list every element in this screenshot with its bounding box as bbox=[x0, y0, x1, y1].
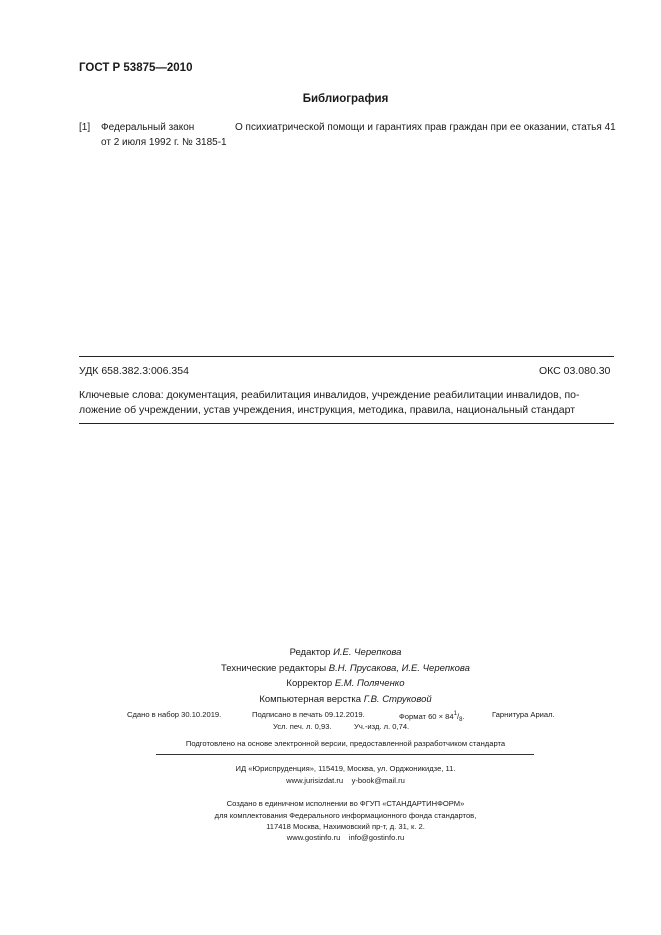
divider-top bbox=[79, 356, 614, 357]
producer-contacts bbox=[0, 831, 661, 844]
keywords-line1: Ключевые слова: документация, реабилитация инвалидов, учреждение реабилитации инвалидов, по- bbox=[79, 389, 580, 401]
bib-entry-doc-line2: от 2 июля 1992 г. № 3185-1 bbox=[101, 137, 227, 148]
bib-entry-doc-line1: Федеральный закон bbox=[101, 122, 195, 133]
keywords-line2: ложение об учреждении, устав учреждения, инструкция, методика, правила, национальный стандарт bbox=[79, 404, 576, 416]
imprint-print-sheets: Усл. печ. л. 0,93. bbox=[273, 722, 332, 731]
corrector-line: Корректор Е.М. Поляченко bbox=[286, 678, 405, 689]
imprint-signed: Подписано в печать 09.12.2019. bbox=[252, 710, 365, 719]
imprint-submitted: Сдано в набор 30.10.2019. bbox=[127, 710, 222, 719]
bib-entry-number: [1] bbox=[79, 122, 91, 133]
editor-line: Редактор И.Е. Черепкова bbox=[289, 647, 402, 658]
divider-imprint bbox=[156, 754, 534, 755]
imprint-typeface: Гарнитура Ариал. bbox=[492, 710, 555, 719]
oks-code: ОКС 03.080.30 bbox=[539, 365, 611, 377]
producer-line3: 117418 Москва, Нахимовский пр-т, д. 31, к. 2. bbox=[266, 822, 425, 831]
publisher-id-line: ИД «Юриспруденция», 115419, Москва, ул. Орджоникидзе, 11. bbox=[235, 764, 456, 773]
producer-email-link[interactable]: info@gostinfo.ru bbox=[348, 833, 405, 842]
producer-line1: Создано в единичном исполнении во ФГУП «СТАНДАРТИНФОРМ» bbox=[226, 799, 465, 808]
imprint-pub-sheets: Уч.-изд. л. 0,74. bbox=[354, 722, 410, 731]
divider-bottom bbox=[79, 423, 614, 424]
imprint-prepared: Подготовлено на основе электронной версии, предоставленной разработчиком стандарта bbox=[185, 739, 506, 748]
producer-line2: для комплектования Федерального информационного фонда стандартов, bbox=[214, 811, 477, 820]
publisher-web-link[interactable]: www.jurisizdat.ru bbox=[286, 776, 344, 785]
keywords bbox=[79, 388, 614, 418]
tech-editors-line: Технические редакторы В.Н. Прусакова, И.Е. Черепкова bbox=[221, 662, 470, 674]
bib-entry-document bbox=[101, 120, 227, 150]
imprint-format: Формат $60 \times 84^1/_8$. bbox=[399, 711, 465, 723]
layout-line: Компьютерная верстка Г.В. Струковой bbox=[259, 693, 432, 705]
publisher-contacts bbox=[0, 774, 661, 787]
bib-entry-description: О психиатрической помощи и гарантиях прав граждан при ее оказании, статья 41 bbox=[235, 122, 616, 133]
editors-block bbox=[0, 645, 661, 707]
bibliography-title: Библиография bbox=[302, 93, 389, 105]
document-code: ГОСТ Р 53875—2010 bbox=[79, 62, 193, 74]
producer-web-link[interactable]: www.gostinfo.ru bbox=[286, 833, 341, 842]
publisher-email-link[interactable]: y-book@mail.ru bbox=[351, 776, 405, 785]
udk-code: УДК 658.382.3:006.354 bbox=[79, 365, 189, 377]
